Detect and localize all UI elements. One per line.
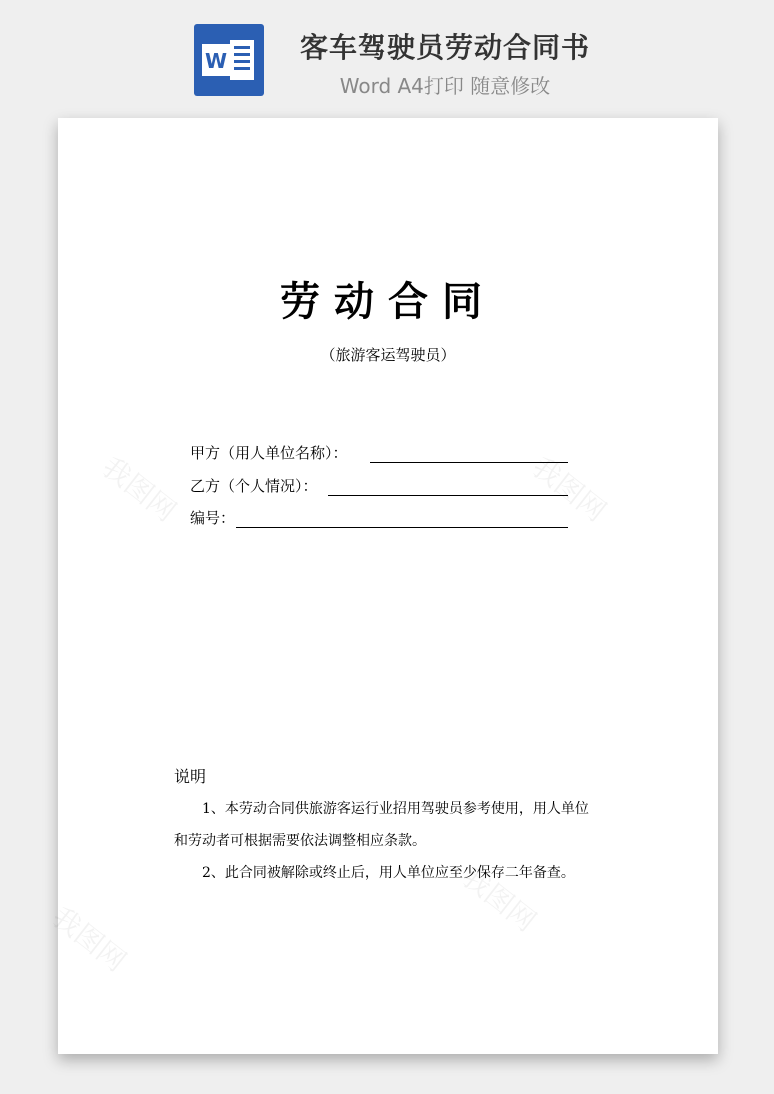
watermark: 我图网 <box>525 450 613 529</box>
watermark: 我图网 <box>45 900 133 979</box>
note-line: 2、此合同被解除或终止后，用人单位应至少保存二年备查。 <box>202 865 575 881</box>
party-a-blank[interactable] <box>370 462 568 463</box>
number-blank[interactable] <box>236 527 568 528</box>
party-a-label: 甲方（用人单位名称）： <box>190 444 348 462</box>
notes-heading: 说明 <box>174 767 207 786</box>
note-line: 和劳动者可根据需要依法调整相应条款。 <box>174 833 426 849</box>
document-subtitle: （旅游客运驾驶员） <box>320 346 456 364</box>
header <box>0 0 774 110</box>
watermark: 我图网 <box>95 450 183 529</box>
party-b-label: 乙方（个人情况）： <box>190 477 318 495</box>
party-a-field <box>190 442 570 466</box>
header-subtitle: Word A4打印 随意修改 <box>339 74 551 98</box>
document-page <box>45 118 718 1054</box>
document-title: 劳动合同 <box>280 278 496 325</box>
word-letter: W <box>204 49 228 73</box>
number-label: 编号： <box>190 509 236 527</box>
note-line: 1、本劳动合同供旅游客运行业招用驾驶员参考使用，用人单位 <box>202 801 589 817</box>
party-b-blank[interactable] <box>328 495 568 496</box>
party-b-field <box>190 475 570 499</box>
word-doc-icon <box>194 24 264 96</box>
header-title: 客车驾驶员劳动合同书 <box>299 31 590 64</box>
watermark: 我图网 <box>455 860 543 939</box>
number-field <box>190 507 570 531</box>
